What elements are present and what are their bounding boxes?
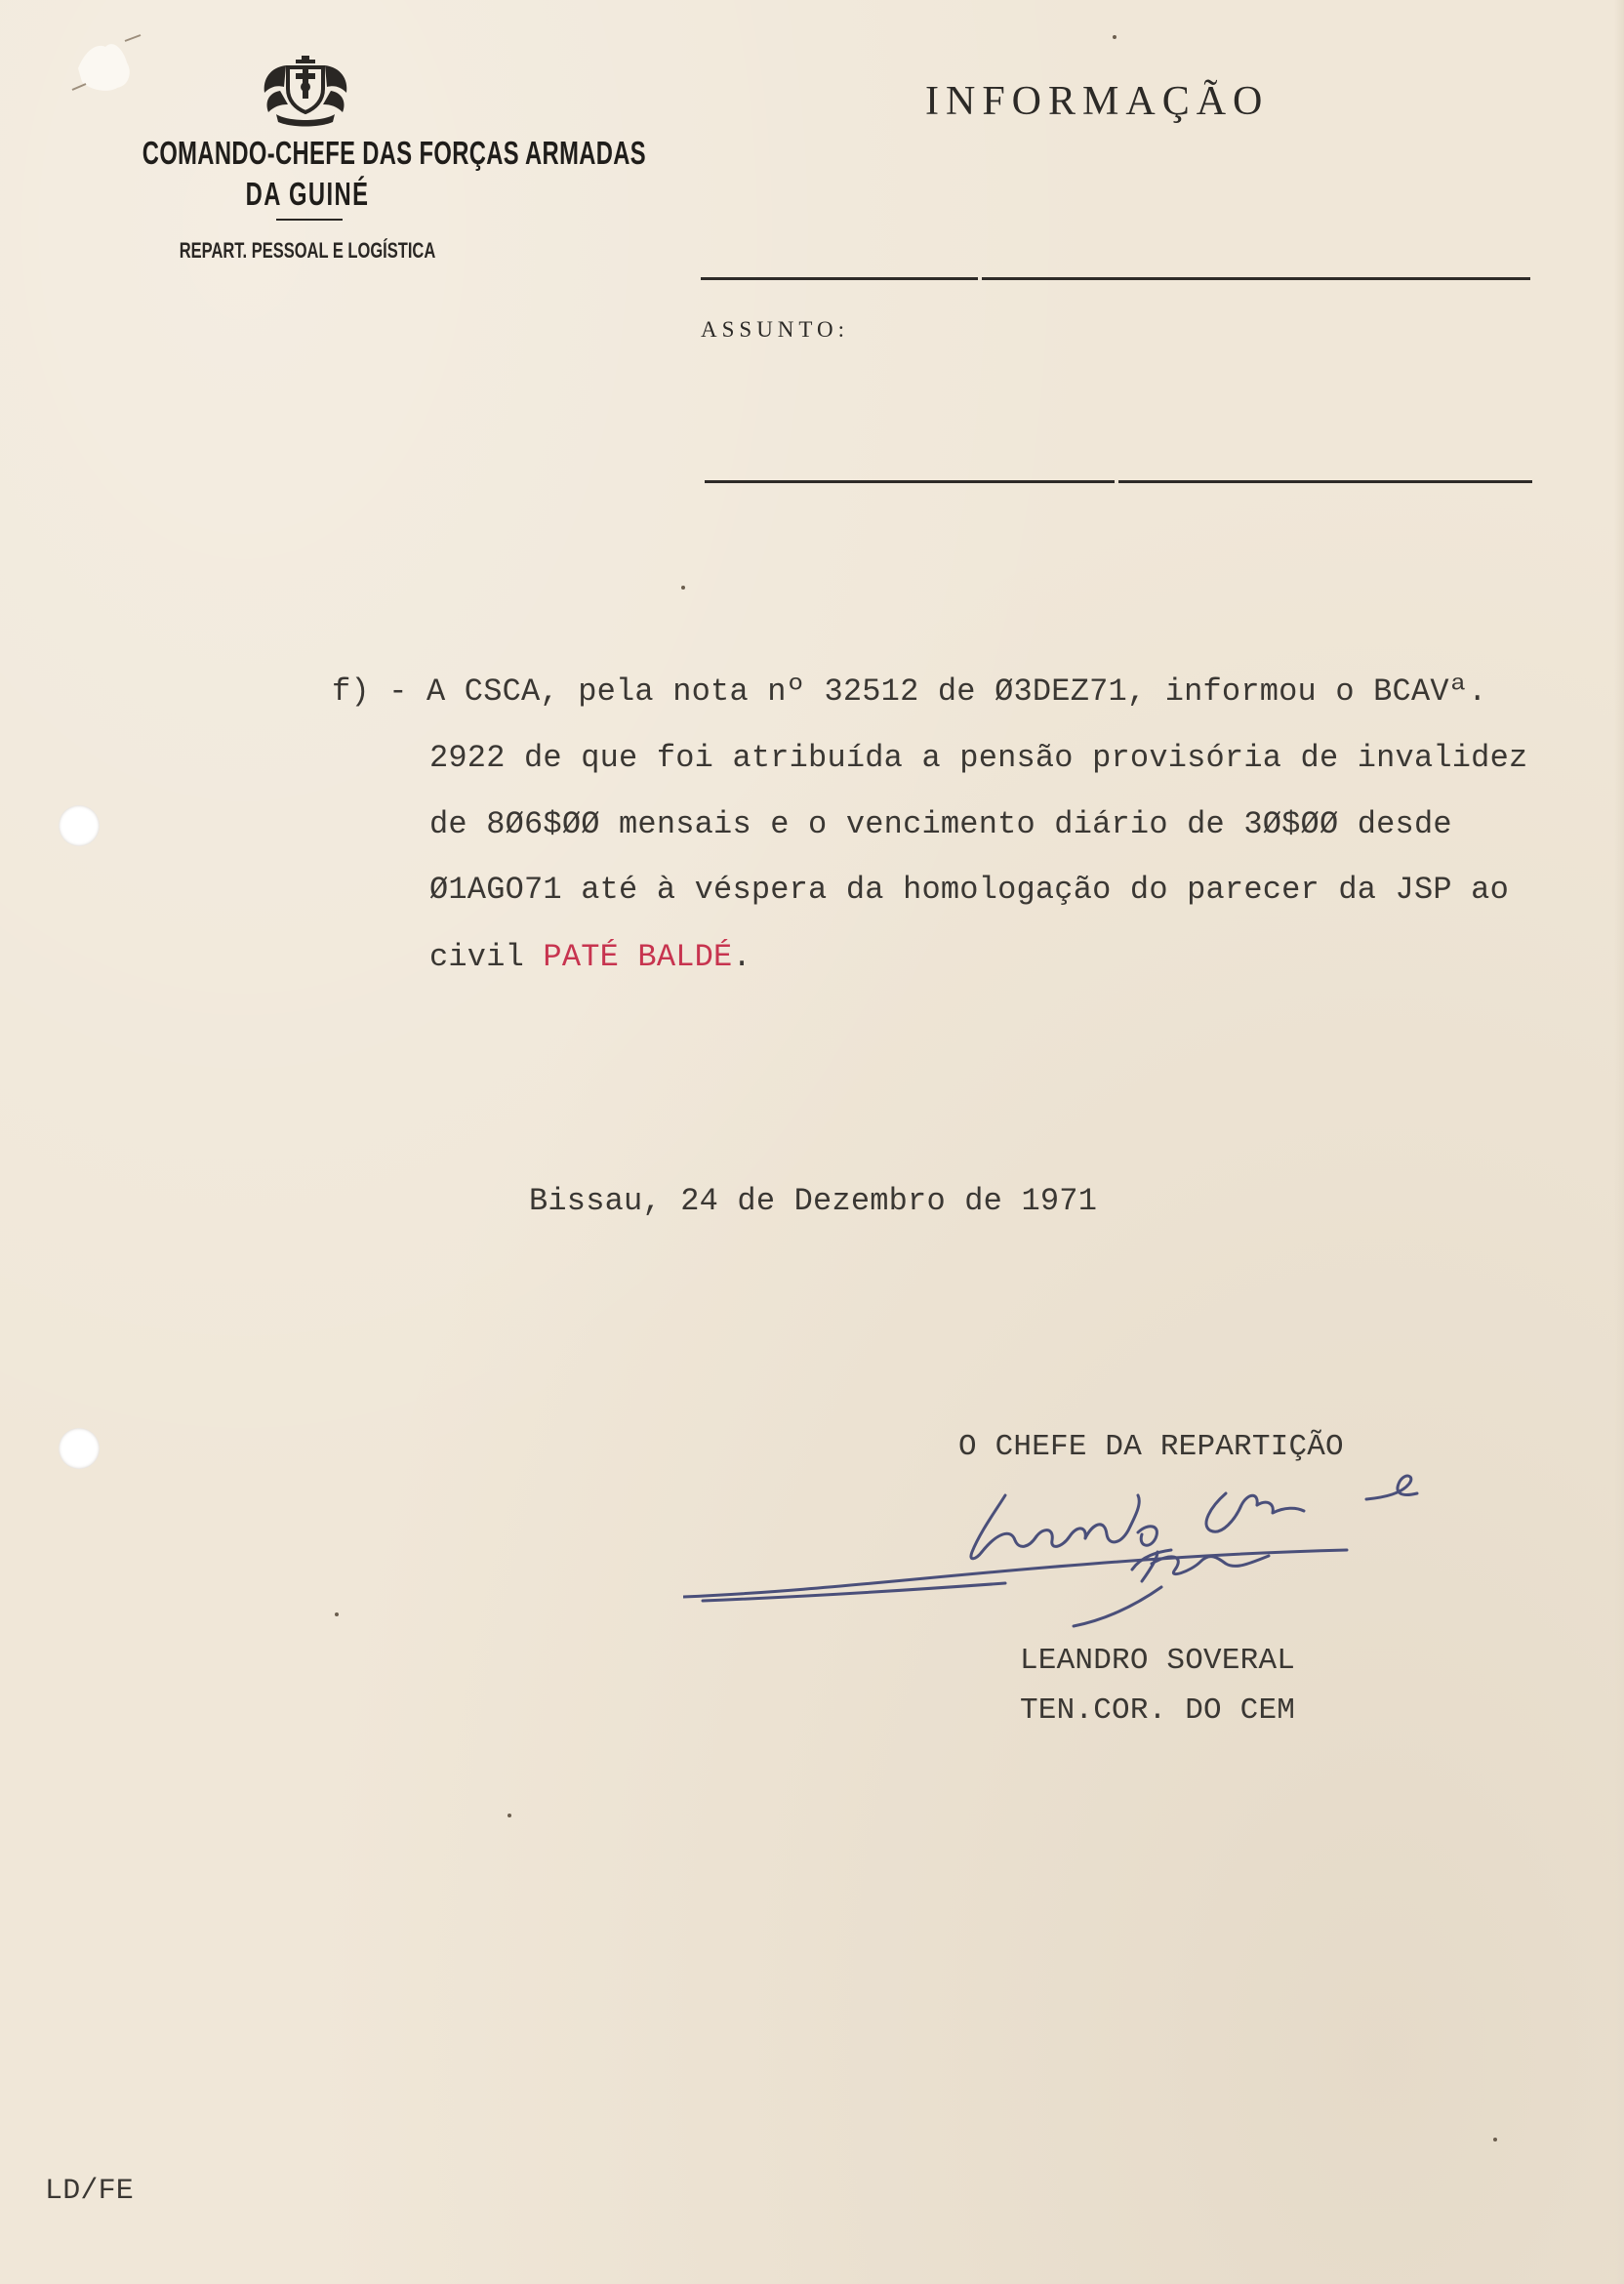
paper-speck bbox=[681, 586, 685, 590]
body-line: Ø1AGO71 até à véspera da homologação do parecer da JSP ao bbox=[429, 872, 1509, 908]
organization-name: COMANDO-CHEFE DAS FORÇAS ARMADAS bbox=[142, 135, 646, 171]
header-divider bbox=[276, 219, 343, 221]
department-name: REPART. PESSOAL E LOGÍSTICA bbox=[179, 238, 436, 263]
place-and-date: Bissau, 24 de Dezembro de 1971 bbox=[529, 1183, 1098, 1219]
title-rule-left bbox=[701, 277, 978, 280]
coat-of-arms-icon bbox=[259, 54, 352, 130]
torn-corner-mark bbox=[68, 29, 146, 98]
subject-label: ASSUNTO: bbox=[701, 317, 850, 342]
signer-rank: TEN.COR. DO CEM bbox=[1020, 1693, 1296, 1728]
paper-speck bbox=[1493, 2138, 1497, 2141]
highlighted-name: PATÉ BALDÉ bbox=[543, 939, 733, 975]
signer-name: LEANDRO SOVERAL bbox=[1020, 1644, 1296, 1678]
body-line: de 8Ø6$ØØ mensais e o vencimento diário de 3Ø$ØØ desde bbox=[429, 806, 1452, 842]
paper-speck bbox=[508, 1814, 511, 1817]
body-last-line bbox=[429, 939, 751, 975]
body-last-line-prefix: civil bbox=[429, 939, 544, 975]
punch-hole-bottom bbox=[59, 1428, 100, 1469]
reference-code: LD/FE bbox=[45, 2175, 135, 2208]
signature-caption: O CHEFE DA REPARTIÇÃO bbox=[958, 1430, 1344, 1464]
paper-speck bbox=[1113, 35, 1116, 39]
body-line: 2922 de que foi atribuída a pensão provisória de invalidez bbox=[429, 740, 1528, 776]
subject-rule-left bbox=[705, 480, 1115, 483]
paper-edge bbox=[1614, 0, 1624, 2284]
body-last-line-suffix: . bbox=[732, 939, 751, 975]
organization-region: DA GUINÉ bbox=[245, 176, 370, 212]
document-title: INFORMAÇÃO bbox=[925, 79, 1270, 124]
paper-speck bbox=[335, 1612, 339, 1616]
item-marker: f) - bbox=[332, 673, 408, 710]
handwritten-signature bbox=[683, 1454, 1493, 1650]
body-line: A CSCA, pela nota nº 32512 de Ø3DEZ71, informou o BCAVª. bbox=[426, 673, 1487, 710]
punch-hole-top bbox=[59, 805, 100, 846]
title-rule-right bbox=[982, 277, 1530, 280]
subject-rule-right bbox=[1118, 480, 1532, 483]
